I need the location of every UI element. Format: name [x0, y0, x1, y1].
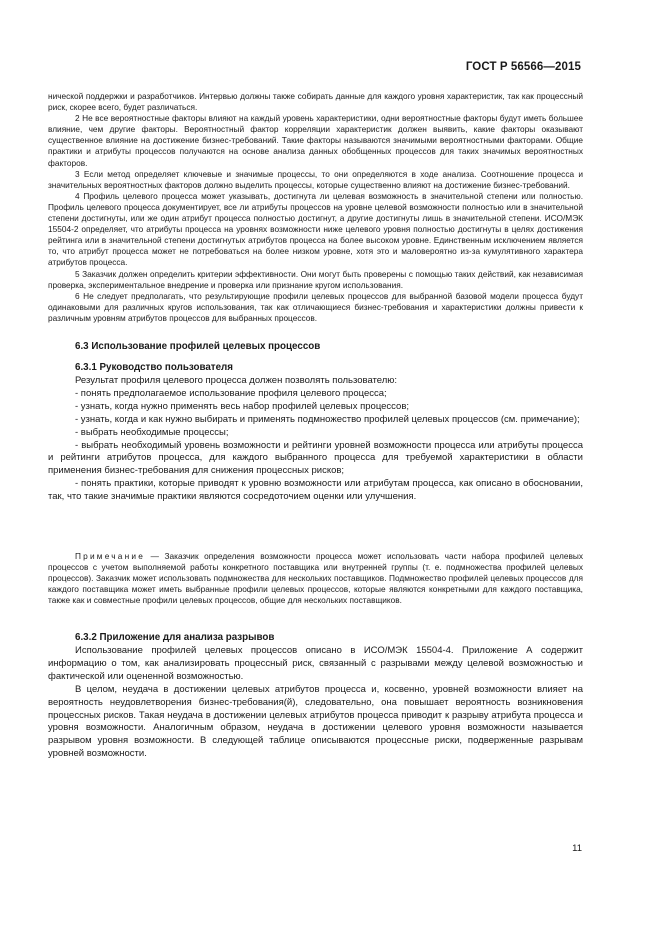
numbered-paragraph-6: 6 Не следует предполагать, что результирующие профили целевых процессов для выбранной базовой модели процесса будут одинаковыми для различных кругов использования, так как отличающиеся бизнес-требования и характеристики должны привести к различным уровням атрибутов процессов для выбранных процессов. — [48, 290, 583, 323]
numbered-paragraph-4: 4 Профиль целевого процесса может указывать, достигнута ли целевая возможность в значительной степени или полностью. Профиль целевого процесса документирует, все ли атрибуты процессов на уровне целевой возможности полностью или в значительной степени достигнуты, или же один атрибут процесса полностью достигнут, а другие достигнуты лишь в значительной степени. ИСО/МЭК 15504-2 определяет, что атрибуты процесса на уровнях возможности ниже целевого уровня полностью достигнуты в целях достижения рейтинга или в значительной степени достигнутых атрибутов процесса на более высоком уровне. Единственным исключением является то, что атрибут процесса может не потребоваться на более низком уровне, хотя это и маловероятно из-за кумулятивного характера атрибутов процесса. — [48, 190, 583, 268]
note-text: — Заказчик определения возможности процесса может использовать части набора профилей целевых процессов с учетом выполняемой работы конкретного поставщика или внутренней группы (т. е. подмножества профилей целевых процессов). Заказчик может использовать подмножества для нескольких поставщиков. Подмножество профилей целевых процессов для каждого поставщика может иметь выбранные профили целевых процессов, которые являются конкретными для каждого поставщика, также как и совместные профили целевых процессов, общие для нескольких поставщиков. — [48, 551, 583, 606]
standard-code-header: ГОСТ Р 56566—2015 — [465, 61, 581, 73]
intro-section — [48, 91, 583, 324]
user-guide-item: - узнать, когда нужно применять весь набор профилей целевых процессов; — [75, 400, 410, 412]
user-guide-intro: Результат профиля целевого процесса должен позволять пользователю: — [75, 375, 398, 386]
gap-analysis-section — [48, 645, 583, 761]
subsection-heading-6-3-1: 6.3.1 Руководство пользователя — [75, 362, 233, 373]
page-number: 11 — [572, 843, 582, 854]
numbered-paragraph-5: 5 Заказчик должен определить критерии эффективности. Они могут быть проверены с помощью таких действий, как независимая проверка, экспериментальное внедрение и проверка или признание кругом использования. — [48, 268, 583, 290]
user-guide-item: - выбрать необходимые процессы; — [75, 426, 229, 438]
user-guide-item: - понять предполагаемое использование профиля целевого процесса; — [75, 387, 387, 399]
numbered-paragraph-2: 2 Не все вероятностные факторы влияют на каждый уровень характеристики, одни вероятностные факторы будут иметь большее влияние, чем другие факторы. Вероятностный фактор корреляции характеристик должен выявить, какие факторы оказывают существенное влияние на достижение бизнес-требований. Такие факторы называются значимыми вероятностными факторами. Общие практики и атрибуты процессов получаются на основе анализа данных обобщенных процессов для таких значимых вероятностных факторов. — [48, 113, 583, 168]
subsection-heading-6-3-2: 6.3.2 Приложение для анализа разрывов — [75, 632, 275, 643]
user-guide-item: - узнать, когда и как нужно выбирать и применять подмножество профилей целевых процессов (см. примечание); — [75, 413, 580, 425]
gap-analysis-paragraph: В целом, неудача в достижении целевых атрибутов процесса и, косвенно, уровней возможности влияет на вероятность неудовлетворения бизнес-требования(й), следовательно, она повышает вероятность возникновения процессных рисков. Такая неудача в достижении целевых атрибутов процесса приводит к разрыву атрибута процесса и уровня возможности. Аналогичным образом, неудача в достижении целевого уровня возможности называется разрывом уровня возможности. В следующей таблице описываются процессные риски, подверженные разрывам уровней возможности. — [48, 683, 583, 760]
note-block — [48, 551, 583, 606]
numbered-paragraph-3: 3 Если метод определяет ключевые и значимые процессы, то они определяются в ходе анализа. Соотношение процесса и значительных вероятностных факторов должно выделить процессы, которые существенно влияют на достижение бизнес-требований. — [48, 168, 583, 190]
paragraph-continuation: нической поддержки и разработчиков. Интервью должны также собирать данные для каждого уровня характеристик, так как процессный риск, скорее всего, будет различаться. — [48, 91, 583, 113]
user-guide-item: - понять практики, которые приводят к уровню возможности или атрибутам процесса, как описано в обосновании, так, что такие значимые практики являются сосредоточием оценки или улучшения. — [48, 478, 583, 503]
note-label: Примечание — [75, 551, 146, 561]
user-guide-section — [48, 375, 583, 504]
section-heading-6-3: 6.3 Использование профилей целевых процессов — [75, 341, 321, 352]
note-paragraph — [48, 551, 583, 606]
gap-analysis-paragraph: Использование профилей целевых процессов описано в ИСО/МЭК 15504-4. Приложение А содержит информацию о том, как анализировать процессный риск, связанный с разрывами между целевой возможностью и фактической или оцененной возможностью. — [48, 645, 583, 682]
user-guide-item: - выбрать необходимый уровень возможности и рейтинги уровней возможности процесса или атрибуты процесса и рейтинги атрибутов процесса, для каждого выбранного процесса для требуемой характеристики в области применения бизнес-требования для снижения процессных рисков; — [48, 439, 583, 477]
